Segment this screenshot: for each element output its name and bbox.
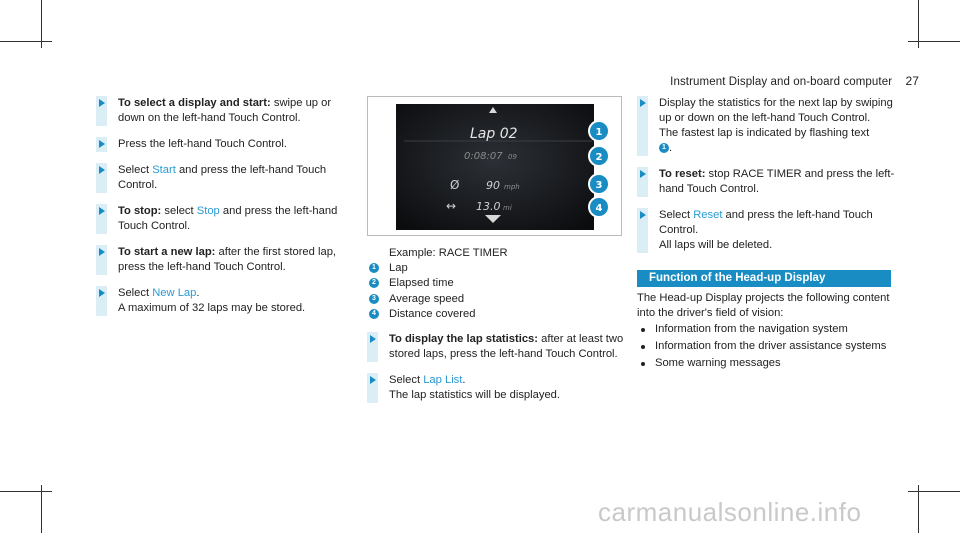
callout-1	[589, 121, 609, 141]
step-press	[96, 137, 356, 152]
step-bold: To stop:	[118, 205, 162, 217]
svg-text:3: 3	[595, 180, 603, 191]
step-text: swipe up or down on the left-hand Touch Control.	[118, 97, 332, 124]
section-heading: Function of the Head-up Display	[637, 270, 891, 287]
callout-badge: 3	[369, 294, 379, 304]
step-new-lap	[96, 245, 356, 275]
step-bold: To select a display and start:	[118, 97, 271, 109]
bullet-icon	[641, 345, 645, 349]
distance-icon: ↔	[446, 199, 457, 213]
arrow-icon	[99, 140, 105, 148]
step-bold: To start a new lap:	[118, 246, 216, 258]
step-text: .	[196, 287, 200, 299]
step-text: and press the left-hand Touch Control.	[118, 205, 338, 232]
arrow-icon	[370, 335, 376, 343]
figure-legend	[367, 246, 627, 414]
distance-unit: mi	[503, 204, 512, 212]
callout-badge: 4	[369, 309, 379, 319]
lap-list-link[interactable]: Lap List	[423, 374, 463, 387]
start-link[interactable]: Start	[152, 164, 176, 176]
step-select-start	[96, 163, 356, 193]
lap-label: Lap 02	[470, 126, 518, 142]
bullet-list	[637, 322, 897, 373]
crop-mark	[908, 41, 960, 42]
callout-4	[589, 197, 609, 217]
elapsed-time-fraction: 09	[508, 153, 517, 161]
page-number: 27	[905, 74, 919, 88]
arrow-icon	[99, 166, 105, 174]
step-text: Select	[118, 287, 153, 299]
arrow-icon	[640, 99, 646, 107]
list-item: Information from the navigation system	[637, 322, 897, 337]
average-speed: 90	[486, 179, 500, 192]
step-select-display	[96, 96, 356, 126]
arrow-icon	[99, 207, 105, 215]
step-text: and press the left-hand Touch Control.	[118, 164, 327, 191]
step-text: Press the left-hand Touch Control.	[118, 138, 287, 150]
step-lap-statistics: To display the lap statistics: after at least two stored laps, press the left-hand Touch Control.	[367, 332, 627, 362]
arrow-icon	[99, 99, 105, 107]
crop-mark	[41, 485, 42, 533]
svg-text:2: 2	[595, 152, 603, 163]
step-reset: To reset: stop RACE TIMER and press the left-hand Touch Control.	[637, 167, 895, 197]
callout-2	[589, 146, 609, 166]
callout-badge: 2	[369, 278, 379, 288]
callout-3	[589, 174, 609, 194]
step-select-lap-list: Select Lap List. The lap statistics will be displayed.	[367, 373, 627, 403]
average-symbol: Ø	[450, 178, 460, 192]
crop-mark	[908, 491, 960, 492]
list-item: Some warning messages	[637, 356, 897, 371]
crop-mark	[0, 41, 52, 42]
legend-item: 3 Average speed	[367, 292, 627, 307]
svg-text:1: 1	[595, 127, 603, 138]
speed-unit: mph	[504, 183, 520, 191]
callout-badge: 1	[659, 143, 669, 153]
reset-link[interactable]: Reset	[693, 209, 723, 221]
arrow-icon	[99, 248, 105, 256]
arrow-icon	[640, 170, 646, 178]
arrow-icon	[640, 211, 646, 219]
crop-mark	[918, 485, 919, 533]
bullet-icon	[641, 328, 645, 332]
step-display-statistics: Display the statistics for the next lap by swiping up or down on the left-hand Touch Control. The fastest lap is indicated by flashing text 1 .	[637, 96, 895, 156]
step-note: A maximum of 32 laps may be stored.	[118, 302, 306, 314]
callout-badge: 1	[369, 263, 379, 273]
svg-text:4: 4	[595, 203, 603, 214]
legend-item: 4 Distance covered	[367, 307, 627, 322]
race-timer-illustration	[367, 96, 622, 236]
legend-item: 1 Lap	[367, 261, 627, 276]
header-title: Instrument Display and on-board computer	[670, 76, 893, 88]
legend-item: 2 Elapsed time	[367, 276, 627, 291]
step-text: after the first stored lap, press the left-hand Touch Control.	[118, 246, 337, 273]
stop-link[interactable]: Stop	[196, 205, 220, 217]
step-select-reset: Select Reset and press the left-hand Touch Control. All laps will be deleted.	[637, 208, 895, 253]
section-paragraph: The Head-up Display projects the following content into the driver's field of vision:	[637, 292, 890, 319]
new-lap-link[interactable]: New Lap	[152, 287, 197, 299]
distance-covered: 13.0	[476, 200, 501, 213]
step-stop	[96, 204, 356, 234]
page-header	[670, 74, 919, 88]
crop-mark	[0, 491, 52, 492]
list-item: Information from the driver assistance systems	[637, 339, 897, 354]
left-column	[96, 96, 356, 327]
bullet-icon	[641, 362, 645, 366]
step-text: Select	[118, 164, 153, 176]
elapsed-time: 0:08:07	[464, 151, 503, 162]
step-text: select	[161, 205, 197, 217]
arrow-icon	[370, 376, 376, 384]
figure-caption: Example: RACE TIMER	[389, 247, 508, 259]
watermark: carmanualsonline.info	[598, 497, 862, 527]
right-column	[637, 96, 895, 264]
step-select-new-lap	[96, 286, 356, 316]
arrow-icon	[99, 289, 105, 297]
